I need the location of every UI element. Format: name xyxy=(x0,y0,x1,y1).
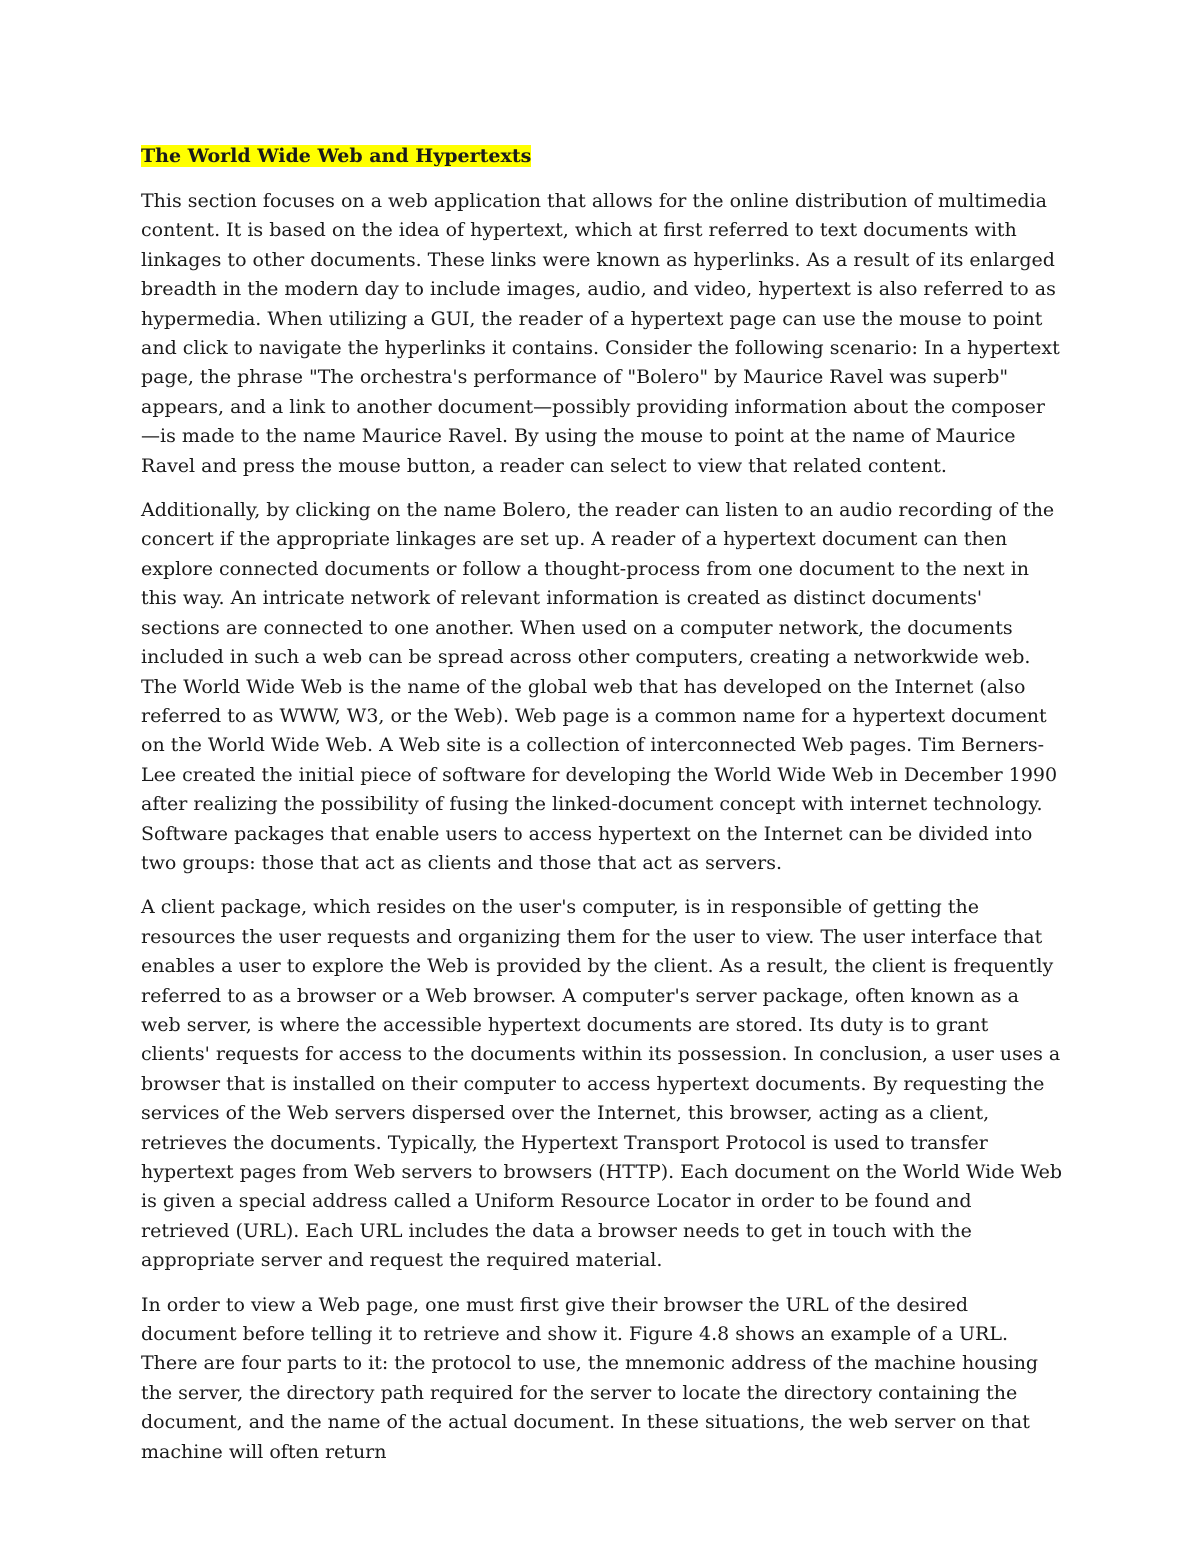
document-body xyxy=(141,142,1063,1482)
section-heading-highlight: The World Wide Web and Hypertexts xyxy=(141,145,532,167)
section-heading xyxy=(141,142,1063,171)
paragraph-hypertext-intro: This section focuses on a web application that allows for the online distribution of multimedia content. It is based on the idea of hypertext, which at first referred to text documents with linkages to other documents. These links were known as hyperlinks. As a result of its enlarged breadth in the modern day to include images, audio, and video, hypertext is also referred to as hypermedia. When utilizing a GUI, the reader of a hypertext page can use the mouse to point and click to navigate the hyperlinks it contains. Consider the following scenario: In a hypertext page, the phrase "The orchestra's performance of "Bolero" by Maurice Ravel was superb" appears, and a link to another document—possibly providing information about the composer—is made to the name Maurice Ravel. By using the mouse to point at the name of Maurice Ravel and press the mouse button, a reader can select to view that related content. xyxy=(141,190,1060,477)
paragraph-client-server: A client package, which resides on the user's computer, is in responsible of getting the resources the user requests and organizing them for the user to view. The user interface that enables a user to explore the Web is provided by the client. As a result, the client is frequently referred to as a browser or a Web browser. A computer's server package, often known as a web server, is where the accessible hypertext documents are stored. Its duty is to grant clients' requests for access to the documents within its possession. In conclusion, a user uses a browser that is installed on their computer to access hypertext documents. By requesting the services of the Web servers dispersed over the Internet, this browser, acting as a client, retrieves the documents. Typically, the Hypertext Transport Protocol is used to transfer hypertext pages from Web servers to browsers (HTTP). Each document on the World Wide Web is given a special address called a Uniform Resource Locator in order to be found and retrieved (URL). Each URL includes the data a browser needs to get in touch with the appropriate server and request the required material. xyxy=(141,896,1063,1272)
paragraph-world-wide-web: Additionally, by clicking on the name Bolero, the reader can listen to an audio recording of the concert if the appropriate linkages are set up. A reader of a hypertext document can then explore connected documents or follow a thought-process from one document to the next in this way. An intricate network of relevant information is created as distinct documents' sections are connected to one another. When used on a computer network, the documents included in such a web can be spread across other computers, creating a networkwide web. The World Wide Web is the name of the global web that has developed on the Internet (also referred to as WWW, W3, or the Web). Web page is a common name for a hypertext document on the World Wide Web. A Web site is a collection of interconnected Web pages. Tim Berners-Lee created the initial piece of software for developing the World Wide Web in December 1990 after realizing the possibility of fusing the linked-document concept with internet technology. Software packages that enable users to access hypertext on the Internet can be divided into two groups: those that act as clients and those that act as servers. xyxy=(141,499,1058,874)
paragraph-url-parts: In order to view a Web page, one must first give their browser the URL of the desired document before telling it to retrieve and show it. Figure 4.8 shows an example of a URL. There are four parts to it: the protocol to use, the mnemonic address of the machine housing the server, the directory path required for the server to locate the directory containing the document, and the name of the actual document. In these situations, the web server on that machine will often return xyxy=(141,1293,1039,1463)
